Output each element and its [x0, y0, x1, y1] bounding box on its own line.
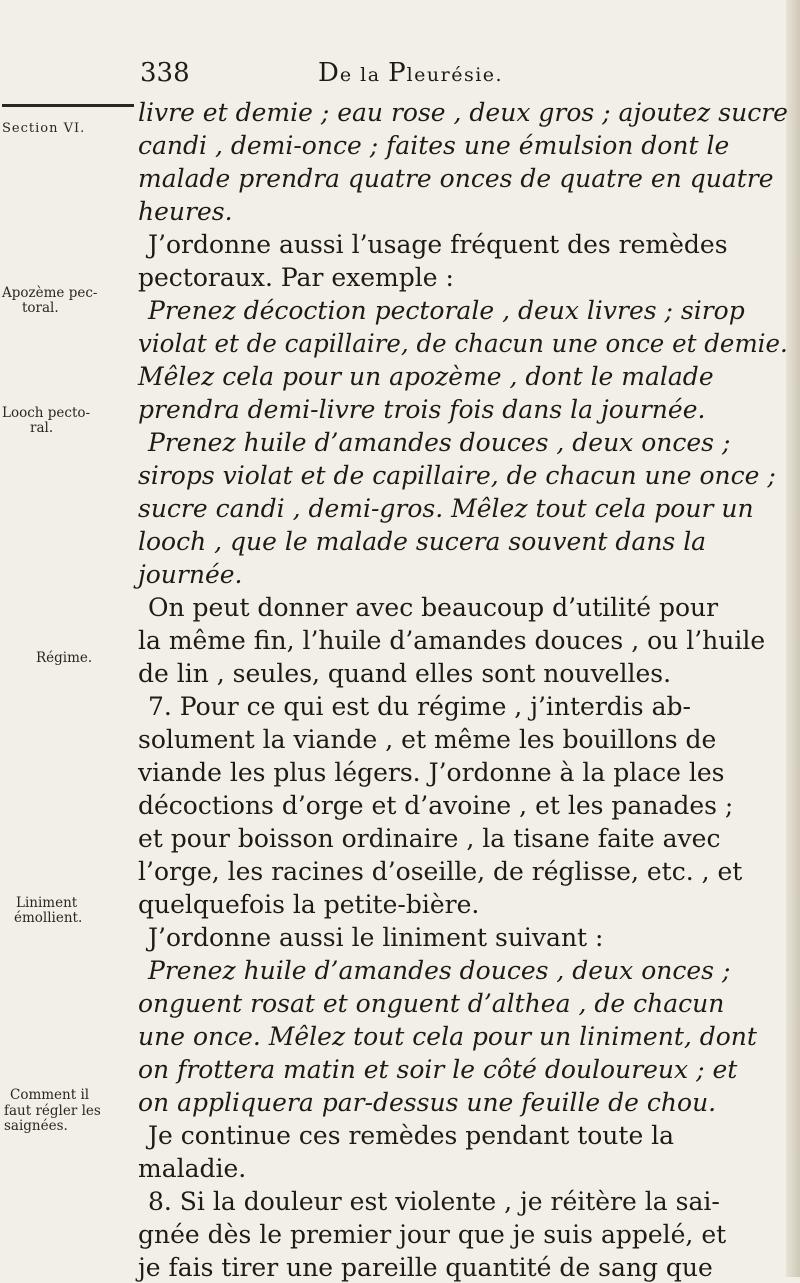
margin-note-saignees-1: Comment il — [10, 1087, 90, 1103]
text-line: malade prendra quatre onces de quatre en quatre — [138, 164, 774, 193]
text-line: Prenez huile d’amandes douces , deux onces ; — [148, 956, 731, 985]
margin-note-looch-1: Looch pecto- — [2, 405, 91, 421]
text-line: prendra demi-livre trois fois dans la journée. — [138, 395, 706, 424]
text-line: candi , demi-once ; faites une émulsion dont le — [138, 131, 730, 160]
text-line: de lin , seules, quand elles sont nouvelles. — [138, 659, 672, 688]
text-line: looch , que le malade sucera souvent dans la — [138, 527, 707, 556]
running-header — [0, 58, 800, 92]
text-line: J’ordonne aussi l’usage fréquent des remèdes — [148, 230, 728, 259]
text-line: Mêlez cela pour un apozème , dont le malade — [138, 362, 714, 391]
text-line: on frottera matin et soir le côté douloureux ; et — [138, 1055, 738, 1084]
text-line: onguent rosat et onguent d’althea , de chacun — [138, 989, 725, 1018]
text-line: pectoraux. Par exemple : — [138, 263, 454, 292]
margin-note-liniment-2: émollient. — [14, 910, 83, 926]
text-line: on appliquera par-dessus une feuille de chou. — [138, 1088, 717, 1117]
text-line: 8. Si la douleur est violente , je réitère la sai- — [148, 1187, 720, 1216]
margin-note-saignees-2: faut régler les — [4, 1103, 101, 1119]
text-line: J’ordonne aussi le liniment suivant : — [148, 923, 604, 952]
text-line: quelquefois la petite-bière. — [138, 890, 480, 919]
text-line: violat et de capillaire, de chacun une once et demie. — [138, 329, 788, 358]
margin-note-regime: Régime. — [36, 650, 93, 666]
page-edge-shadow — [786, 0, 800, 1277]
text-line: livre et demie ; eau rose , deux gros ; ajoutez sucre — [138, 98, 788, 127]
margin-note-section: Section VI. — [2, 121, 86, 136]
text-line: On peut donner avec beaucoup d’utilité pour — [148, 593, 719, 622]
text-line: 7. Pour ce qui est du régime , j’interdis ab- — [148, 692, 691, 721]
text-line: une once. Mêlez tout cela pour un liniment, dont — [138, 1022, 757, 1051]
text-line: Prenez décoction pectorale , deux livres ; sirop — [148, 296, 745, 325]
text-line: viande les plus légers. J’ordonne à la place les — [138, 758, 725, 787]
margin-note-saignees-3: saignées. — [4, 1118, 68, 1134]
text-line: sirops violat et de capillaire, de chacun une once ; — [138, 461, 776, 490]
margin-note-apozeme-2: toral. — [22, 300, 59, 316]
page-number: 338 — [140, 58, 190, 88]
text-line: solument la viande , et même les bouillons de — [138, 725, 717, 754]
text-line: heures. — [138, 197, 233, 226]
section-rule — [2, 104, 134, 107]
margin-note-apozeme-1: Apozème pec- — [2, 285, 98, 301]
running-title: De la Pleurésie. — [318, 58, 504, 88]
text-line: Je continue ces remèdes pendant toute la — [148, 1121, 675, 1150]
text-line: gnée dès le premier jour que je suis appelé, et — [138, 1220, 727, 1249]
margin-note-liniment-1: Liniment — [16, 895, 78, 911]
text-line: décoctions d’orge et d’avoine , et les panades ; — [138, 791, 734, 820]
text-line: la même fin, l’huile d’amandes douces , ou l’huile — [138, 626, 766, 655]
text-line: et pour boisson ordinaire , la tisane faite avec — [138, 824, 721, 853]
text-line: maladie. — [138, 1154, 247, 1183]
text-line: journée. — [138, 560, 243, 589]
text-line: je fais tirer une pareille quantité de sang que — [138, 1253, 713, 1282]
margin-note-looch-2: ral. — [30, 420, 54, 436]
text-line: sucre candi , demi-gros. Mêlez tout cela pour un — [138, 494, 754, 523]
text-line: l’orge, les racines d’oseille, de réglisse, etc. , et — [138, 857, 743, 886]
text-line: Prenez huile d’amandes douces , deux onces ; — [148, 428, 731, 457]
